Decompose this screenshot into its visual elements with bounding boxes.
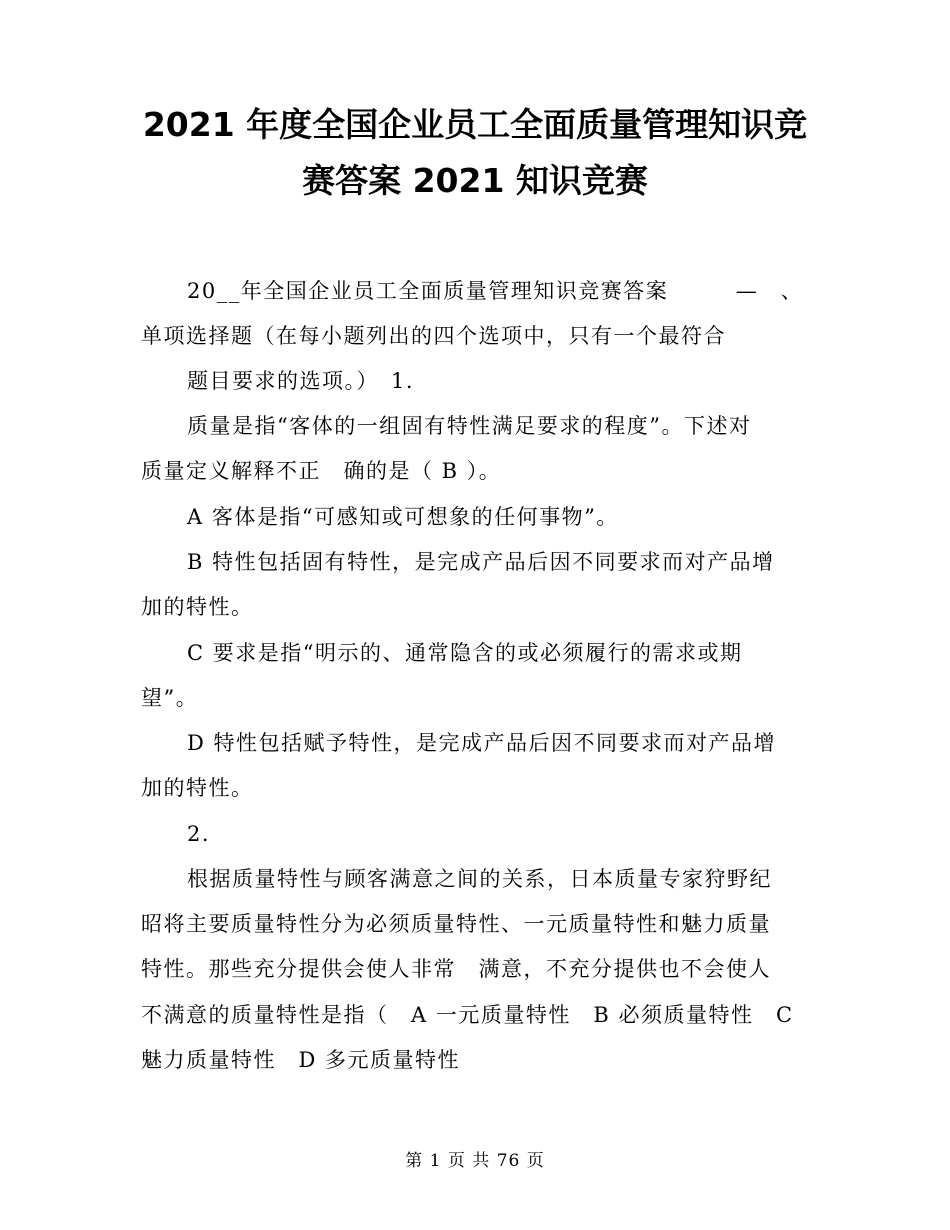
body-line-15: 昭将主要质量特性分为必须质量特性、一元质量特性和魅力质量 <box>141 912 771 936</box>
body-line-4: 质量是指“客体的一组固有特性满足要求的程度”。下述对 <box>187 414 752 438</box>
body-line-5: 质量定义解释不正 确的是（ B ）。 <box>141 459 502 483</box>
body-line-3: 题目要求的选项。） 1. <box>187 369 415 393</box>
document-title-line-1: 2021 年度全国企业员工全面质量管理知识竞 <box>142 105 808 144</box>
body-line-17: 不满意的质量特性是指（ A 一元质量特性 B 必须质量特性 C <box>141 1003 794 1027</box>
body-line-10: 望”。 <box>141 686 199 710</box>
body-line-1: 20__年全国企业员工全面质量管理知识竞赛答案 — 、 <box>187 279 804 303</box>
document-title-line-2: 赛答案 2021 知识竞赛 <box>302 161 648 200</box>
body-line-9: C 要求是指“明示的、通常隐含的或必须履行的需求或期 <box>187 641 743 665</box>
body-line-2: 单项选择题（在每小题列出的四个选项中，只有一个最符合 <box>141 324 726 348</box>
page-footer: 第 1 页 共 76 页 <box>405 1151 545 1171</box>
body-line-16: 特性。那些充分提供会使人非常 满意，不充分提供也不会使人 <box>141 957 771 981</box>
body-line-14: 根据质量特性与顾客满意之间的关系，日本质量专家狩野纪 <box>187 867 772 891</box>
body-line-12: 加的特性。 <box>141 776 254 800</box>
body-line-7: B 特性包括固有特性，是完成产品后因不同要求而对产品增 <box>187 550 775 574</box>
body-line-8: 加的特性。 <box>141 595 254 619</box>
body-line-18: 魅力质量特性 D 多元质量特性 <box>141 1048 461 1072</box>
body-line-6: A 客体是指“可感知或可想象的任何事物”。 <box>187 505 619 529</box>
body-line-11: D 特性包括赋予特性，是完成产品后因不同要求而对产品增 <box>187 731 777 755</box>
body-line-13: 2. <box>187 822 211 846</box>
